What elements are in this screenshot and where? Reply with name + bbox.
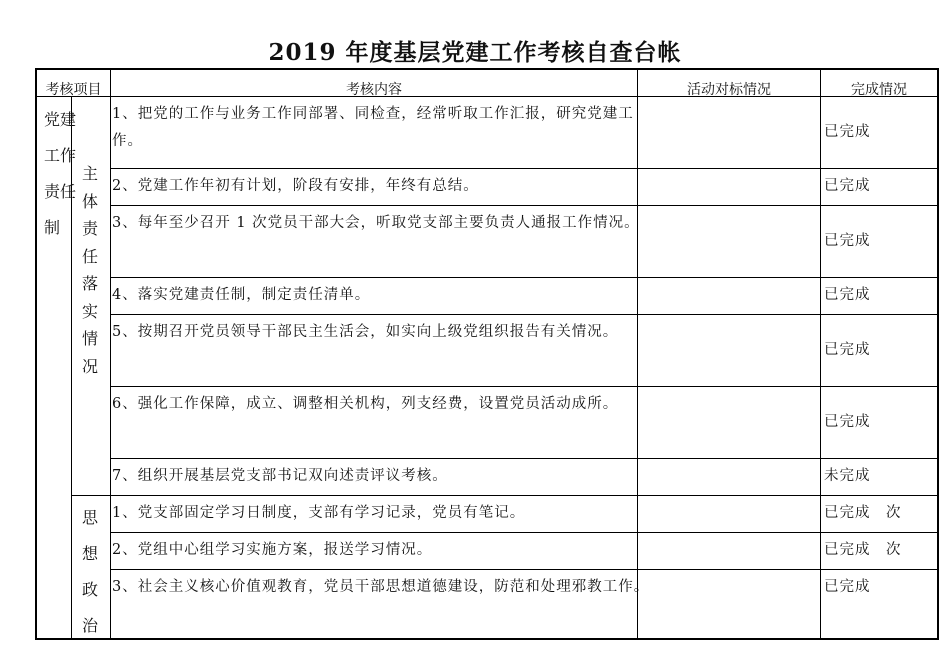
content-cell: 6、强化工作保障，成立、调整相关机构，列支经费，设置党员活动成所。 [112, 396, 619, 412]
header-content: 考核内容 [346, 82, 402, 96]
row-divider [110, 277, 939, 278]
content-cell: 1、党支部固定学习日制度，支部有学习记录，党员有笔记。 [112, 505, 526, 521]
status-cell: 已完成 [824, 124, 871, 140]
content-cell: 7、组织开展基层党支部书记双向述责评议考核。 [112, 468, 448, 484]
row-divider [110, 569, 939, 570]
row-divider [110, 386, 939, 387]
section-divider [71, 495, 939, 496]
category-label: 党建工作责任制 [44, 110, 77, 237]
page-title: 2019 年度基层党建工作考核自查台帐 [268, 39, 682, 66]
content-cell: 4、落实党建责任制，制定责任清单。 [112, 287, 371, 303]
content-cell: 2、党组中心组学习实施方案，报送学习情况。 [112, 542, 433, 558]
status-cell: 已完成 [824, 579, 871, 595]
header-benchmark: 活动对标情况 [687, 82, 771, 96]
section-label-responsibility: 主体责任落实情况 [82, 164, 99, 376]
content-cell: 2、党建工作年初有计划，阶段有安排，年终有总结。 [112, 178, 479, 194]
status-cell: 已完成 次 [824, 505, 902, 521]
status-cell: 已完成 [824, 342, 871, 358]
status-cell: 已完成 [824, 287, 871, 303]
col-divider-benchmark [820, 68, 821, 640]
col-divider-item [110, 68, 111, 640]
content-cell: 3、社会主义核心价值观教育，党员干部思想道德建设，防范和处理邪教工作。 [112, 579, 650, 595]
header-divider [35, 96, 939, 97]
status-cell: 已完成 [824, 178, 871, 194]
content-cell: 1、把党的工作与业务工作同部署、同检查，经常听取工作汇报，研究党建工作。 [112, 106, 634, 149]
content-cell: 3、每年至少召开 1 次党员干部大会，听取党支部主要负责人通报工作情况。 [112, 215, 640, 231]
row-divider [110, 168, 939, 169]
content-cell: 5、按期召开党员领导干部民主生活会，如实向上级党组织报告有关情况。 [112, 324, 619, 340]
status-cell: 已完成 [824, 414, 871, 430]
row-divider [110, 314, 939, 315]
row-divider [110, 458, 939, 459]
status-cell: 已完成 [824, 233, 871, 249]
status-cell: 已完成 次 [824, 542, 902, 558]
header-completion: 完成情况 [851, 82, 907, 96]
row-divider [110, 532, 939, 533]
status-cell: 未完成 [824, 468, 871, 484]
header-item: 考核项目 [45, 82, 102, 96]
section-label-ideology: 思想政治 [82, 508, 99, 635]
row-divider [110, 205, 939, 206]
